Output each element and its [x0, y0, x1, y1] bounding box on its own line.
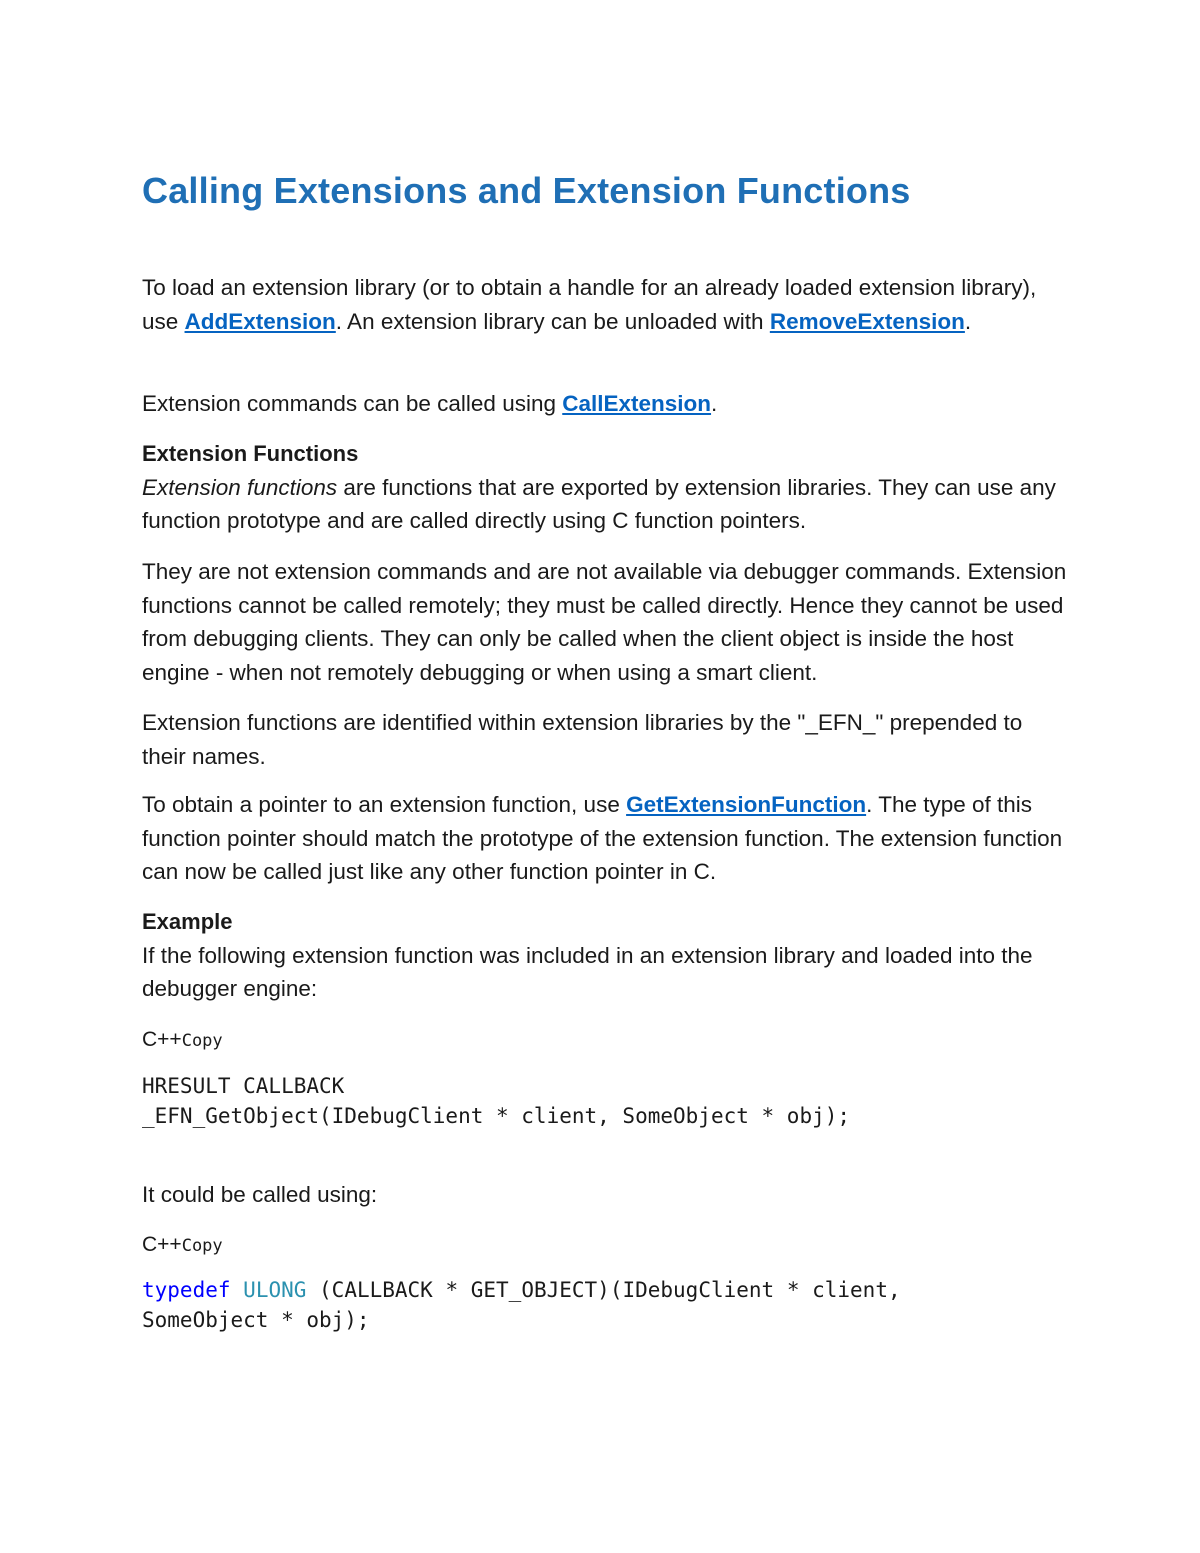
extension-commands-paragraph: [142, 387, 1072, 421]
section-heading: Extension Functions: [142, 441, 359, 466]
code-line: SomeObject * obj);: [142, 1308, 370, 1332]
efn-prefix-paragraph: Extension functions are identified within extension libraries by the "_EFN_" prepended to their names.: [142, 710, 1023, 769]
example-heading: Example: [142, 909, 233, 934]
code-line: HRESULT CALLBACK: [142, 1074, 345, 1098]
called-using-paragraph: It could be called using:: [142, 1182, 378, 1207]
code-keyword: typedef: [142, 1278, 231, 1302]
code-line: (CALLBACK * GET_OBJECT)(IDebugClient * client,: [306, 1278, 901, 1302]
intro-text-c: .: [964, 308, 972, 334]
pointer-text-a: To obtain a pointer to an extension function, use: [142, 792, 627, 817]
code-block-1-header: [142, 1025, 223, 1056]
page-title: Calling Extensions and Extension Functions: [142, 170, 911, 211]
code-type: ULONG: [243, 1278, 307, 1302]
get-pointer-paragraph: [142, 788, 1072, 889]
code-language-label: C++: [142, 1233, 182, 1256]
get-extension-function-link[interactable]: GetExtensionFunction: [626, 792, 867, 817]
intro-text-b: . An extension library can be unloaded with: [335, 308, 770, 334]
code-language-label: C++: [142, 1028, 182, 1051]
example-intro-text: If the following extension function was included in an extension library and loaded into the debugger engine:: [142, 942, 1033, 1001]
commands-text-a: Extension commands can be called using: [142, 391, 563, 416]
example-section: [142, 905, 1072, 1006]
code-block-2-header: [142, 1230, 223, 1261]
copy-button[interactable]: Copy: [181, 1031, 223, 1051]
remove-extension-link[interactable]: RemoveExtension: [769, 308, 965, 334]
extension-functions-text: are functions that are exported by extension libraries. They can use any function prototype and are called directly using C function pointers.: [142, 474, 1056, 533]
extension-functions-term: Extension functions: [142, 474, 338, 500]
intro-text-a: To load an extension library (or to obtain a handle for an already loaded extension library), use: [142, 275, 1037, 334]
extension-functions-section: [142, 437, 1072, 538]
call-extension-link[interactable]: CallExtension: [562, 391, 712, 416]
code-line: _EFN_GetObject(IDebugClient * client, SomeObject * obj);: [142, 1104, 851, 1128]
commands-text-b: .: [711, 391, 718, 416]
add-extension-link[interactable]: AddExtension: [184, 308, 336, 334]
intro-paragraph: [142, 271, 1072, 338]
not-commands-paragraph: They are not extension commands and are not available via debugger commands. Extension functions cannot be called remotely; they must be called directly. Hence they cannot be used from debugging clients. They can only be called when the client object is inside the host engine - when not remotely debugging or when using a smart client.: [142, 559, 1067, 685]
code-block-2: [142, 1275, 901, 1335]
pointer-text-b: . The type of this function pointer should match the prototype of the extension function. The extension function can now be called just like any other function pointer in C.: [142, 792, 1063, 884]
code-block-1: [142, 1071, 850, 1131]
copy-button[interactable]: Copy: [181, 1236, 223, 1256]
